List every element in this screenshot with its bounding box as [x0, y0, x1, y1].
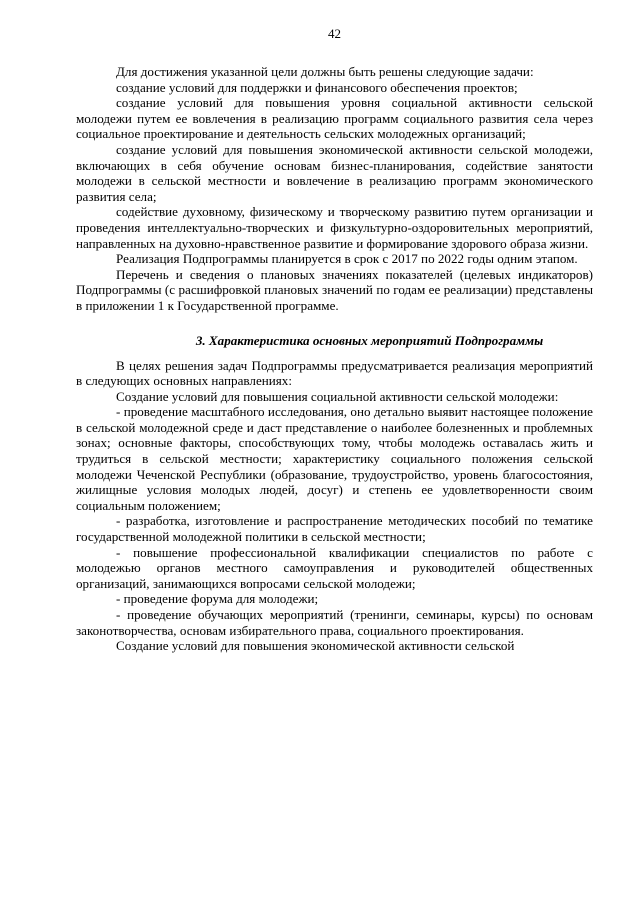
document-page — [76, 26, 593, 654]
section-measures — [76, 358, 593, 654]
paragraph: Создание условий для повышения социальной активности сельской молодежи: — [116, 388, 559, 404]
paragraph: Реализация Подпрограммы планируется в срок с 2017 по 2022 годы одним этапом. — [116, 251, 578, 267]
section-tasks — [76, 64, 593, 314]
paragraph: создание условий для повышения уровня социальной активности сельской молодежи путем ее вовлечения в реализацию программ социального развития села через социальное проектирование и деятельность сельских молодежных организаций; — [76, 95, 593, 142]
paragraph: Для достижения указанной цели должны быть решены следующие задачи: — [116, 64, 534, 79]
paragraph: содействие духовному, физическому и творческому развитию путем организации и проведения интеллектуально-творческих и физкультурно-оздоровительных мероприятий, направленных на духовно-нравственное развитие и формирование здорового образа жизни. — [76, 204, 593, 251]
section-heading: 3. Характеристика основных мероприятий Подпрограммы — [195, 332, 544, 348]
paragraph: Создание условий для повышения экономической активности сельской — [116, 638, 515, 654]
paragraph: - проведение форума для молодежи; — [116, 591, 319, 607]
paragraph: - повышение профессиональной квалификации специалистов по работе с молодежью органов местного самоуправления и руководителей общественных организаций, занимающихся вопросами сельской молодежи; — [76, 544, 593, 591]
paragraph: - проведение масштабного исследования, оно детально выявит настоящее положение в сельской молодежной среде и даст представление о наиболее болезненных и проблемных зонах; основные факторы, способствующих тому, чтобы молодежь оставалась жить и трудиться в сельской местности; характеристику социального положения сельской молодежи Чеченской Республики (образование, трудоустройство, уровень благосостояния, жилищные условия молодых людей, досуг) и степень ее удовлетворенности своим социальным положением; — [76, 404, 593, 513]
paragraph: создание условий для поддержки и финансового обеспечения проектов; — [116, 79, 518, 95]
paragraph: Перечень и сведения о плановых значениях показателей (целевых индикаторов) Подпрограммы (с расшифровкой плановых значений по годам ее реализации) представлены в приложении 1 к Государственной программе. — [76, 266, 593, 313]
paragraph: В целях решения задач Подпрограммы предусматривается реализация мероприятий в следующих основных направлениях: — [76, 357, 593, 389]
paragraph: - разработка, изготовление и распространение методических пособий по тематике государственной молодежной политики в сельской местности; — [76, 513, 593, 545]
page-number: 42 — [328, 26, 341, 41]
paragraph: - проведение обучающих мероприятий (тренинги, семинары, курсы) по основам законотворчества, основам избирательного права, социального проектирования. — [76, 607, 593, 638]
paragraph: создание условий для повышения экономической активности сельской молодежи, включающих в себя обучение основам бизнес-планирования, содействие занятости молодежи в сельской местности и вовлечение в реализацию программ экономического развития села; — [76, 141, 593, 204]
